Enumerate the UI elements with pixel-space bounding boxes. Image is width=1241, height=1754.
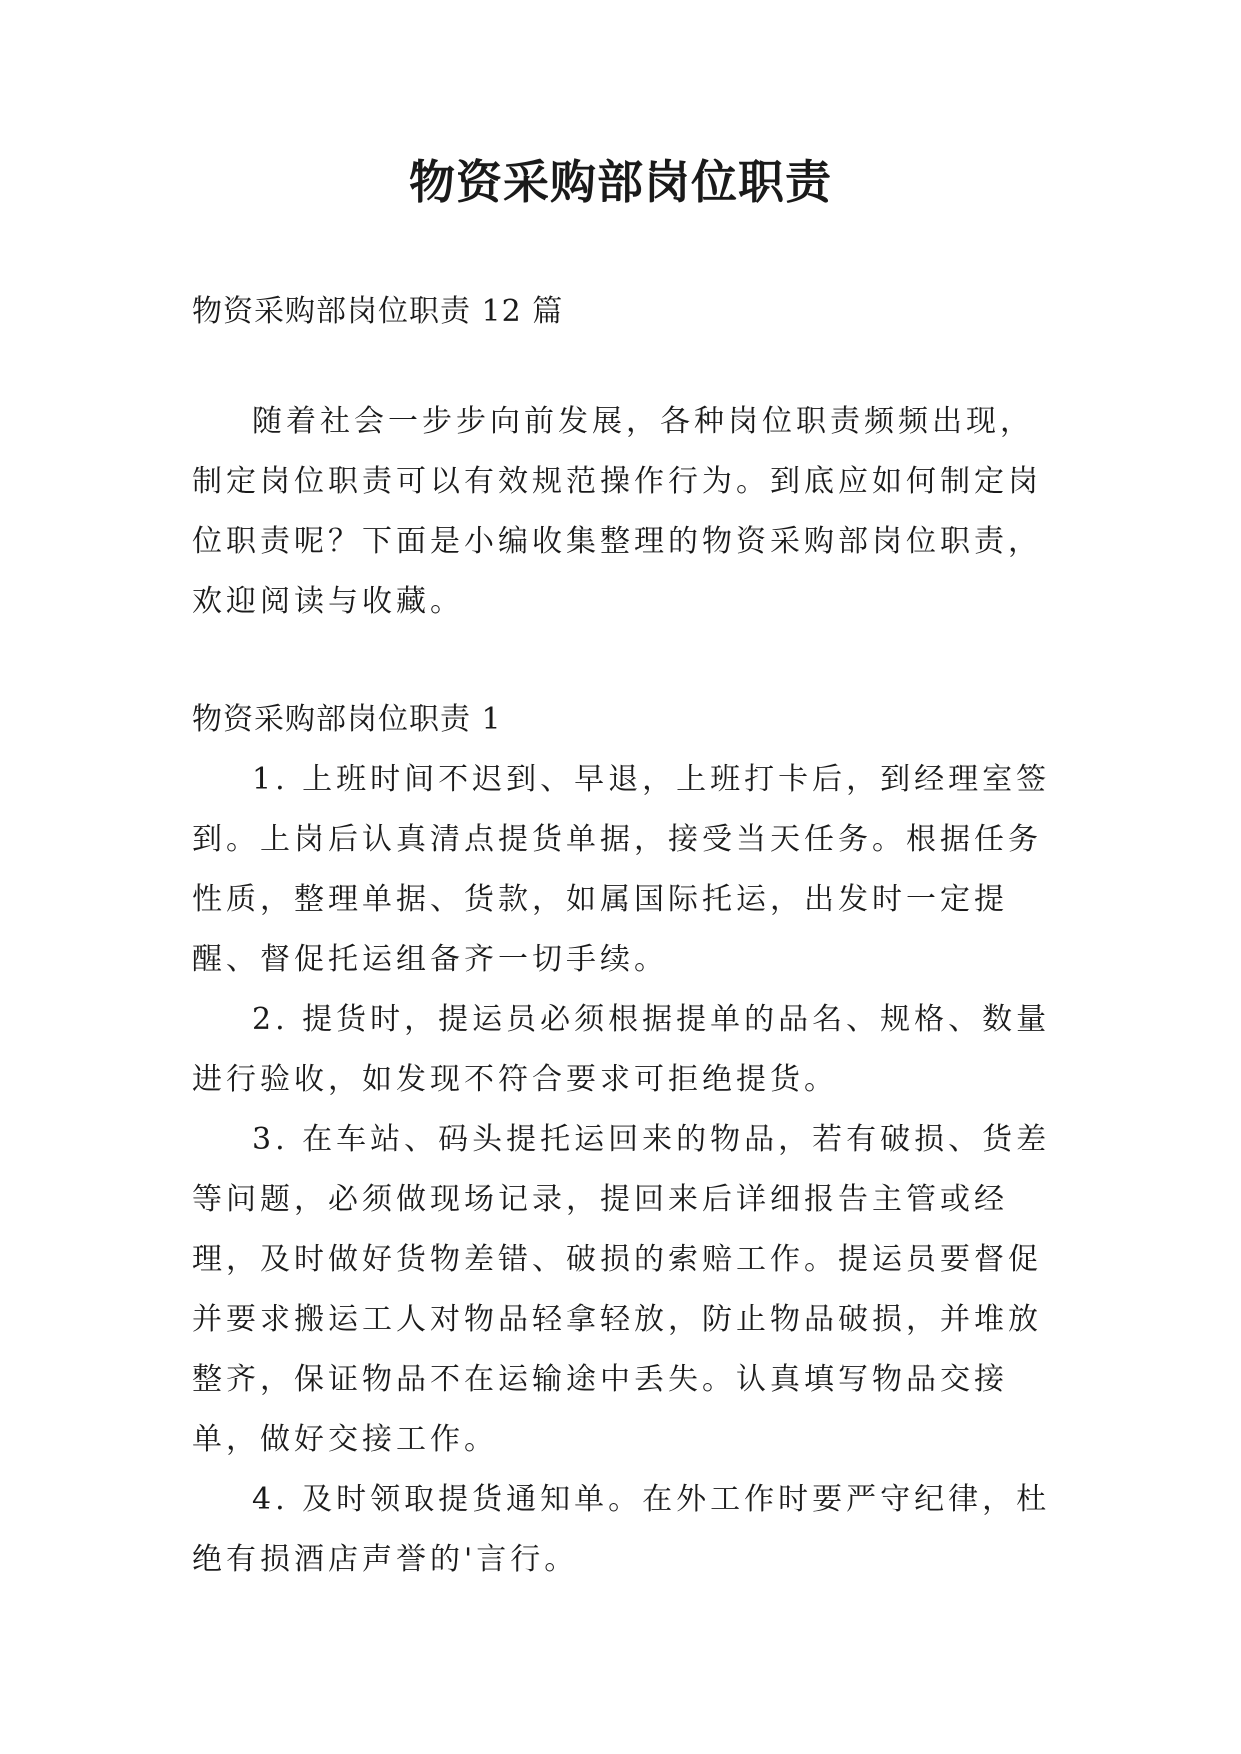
duty-item-3: 3. 在车站、码头提托运回来的物品，若有破损、货差等问题，必须做现场记录，提回来后详细报告主管或经理，及时做好货物差错、破损的索赔工作。提运员要督促并要求搬运工人对物品轻拿轻放，防止物品破损，并堆放整齐，保证物品不在运输途中丢失。认真填写物品交接单，做好交接工作。: [192, 1122, 1051, 1457]
duty-item-1: 1. 上班时间不迟到、早退，上班打卡后，到经理室签到。上岗后认真清点提货单据，接受当天任务。根据任务性质，整理单据、货款，如属国际托运，出发时一定提醒、督促托运组备齐一切手续。: [192, 762, 1051, 977]
section-heading: 物资采购部岗位职责 1: [192, 702, 502, 737]
intro-paragraph: 随着社会一步步向前发展，各种岗位职责频频出现，制定岗位职责可以有效规范操作行为。到底应如何制定岗位职责呢？下面是小编收集整理的物资采购部岗位职责，欢迎阅读与收藏。: [192, 404, 1042, 619]
document-title: 物资采购部岗位职责: [409, 155, 832, 209]
duty-item-2: 2. 提货时，提运员必须根据提单的品名、规格、数量进行验收，如发现不符合要求可拒绝提货。: [192, 1002, 1051, 1097]
duty-item-4: 4. 及时领取提货通知单。在外工作时要严守纪律，杜绝有损酒店声誉的'言行。: [192, 1482, 1051, 1577]
document-subtitle: 物资采购部岗位职责 12 篇: [192, 294, 564, 329]
document-body: [192, 282, 1062, 1590]
